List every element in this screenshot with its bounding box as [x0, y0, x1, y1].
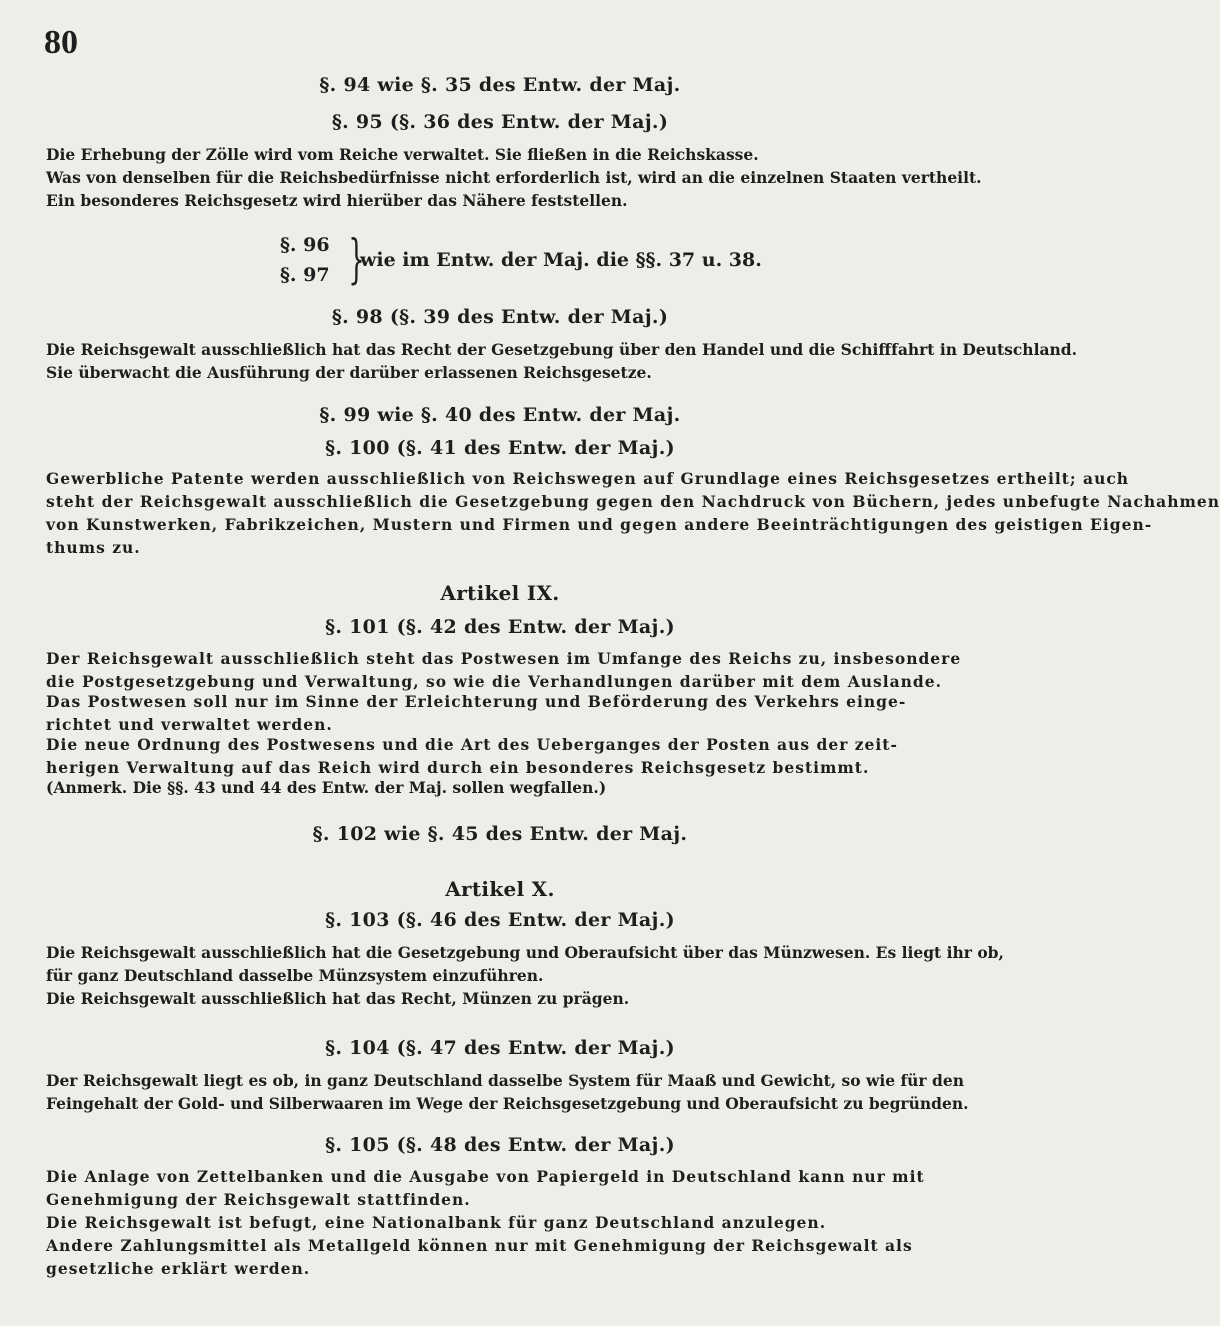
heading-par-99: §. 99 wie §. 40 des Entw. der Maj. [319, 404, 681, 426]
text-line: Die neue Ordnung des Postwesens und die Art des Ueberganges der Posten aus der zeit- [46, 735, 898, 754]
heading-par-105: §. 105 (§. 48 des Entw. der Maj.) [325, 1134, 675, 1156]
text-line: Die Erhebung der Zölle wird vom Reiche verwaltet. Sie fließen in die Reichskasse. [46, 145, 759, 164]
heading-par-100: §. 100 (§. 41 des Entw. der Maj.) [325, 437, 675, 459]
text-line: Der Reichsgewalt liegt es ob, in ganz Deutschland dasselbe System für Maaß und Gewicht, so wie für den [46, 1071, 964, 1090]
text-line: Die Reichsgewalt ausschließlich hat das Recht der Gesetzgebung über den Handel und die Schifffahrt in Deutschland. [46, 340, 1078, 359]
heading-par-95: §. 95 (§. 36 des Entw. der Maj.) [331, 111, 669, 133]
bracket-text: wie im Entw. der Maj. die §§. 37 u. 38. [360, 249, 762, 271]
heading-par-98: §. 98 (§. 39 des Entw. der Maj.) [331, 306, 669, 328]
text-line: von Kunstwerken, Fabrikzeichen, Mustern und Firmen und gegen andere Beeinträchtigungen des geistigen Eigen- [46, 515, 1153, 534]
heading-par-104: §. 104 (§. 47 des Entw. der Maj.) [325, 1037, 675, 1059]
heading-par-101: §. 101 (§. 42 des Entw. der Maj.) [325, 616, 675, 638]
text-line: Die Anlage von Zettelbanken und die Ausgabe von Papiergeld in Deutschland kann nur mit [46, 1167, 925, 1186]
text-line: richtet und verwaltet werden. [46, 715, 333, 734]
paragraph-101a [46, 647, 962, 693]
par-96-label: §. 96 [280, 234, 330, 256]
text-line: thums zu. [46, 538, 141, 557]
paragraph-100 [46, 467, 1220, 559]
paragraph-95 [46, 143, 982, 212]
article-x-heading: Artikel X. [445, 877, 555, 901]
text-line: herigen Verwaltung auf das Reich wird durch ein besonderes Reichsgesetz bestimmt. [46, 758, 870, 777]
text-line: Die Reichsgewalt ausschließlich hat das Recht, Münzen zu prägen. [46, 989, 630, 1008]
heading-par-94: §. 94 wie §. 35 des Entw. der Maj. [319, 74, 681, 96]
bracket-par-96-97 [270, 232, 770, 292]
heading-par-103: §. 103 (§. 46 des Entw. der Maj.) [325, 909, 675, 931]
page-number: 80 [44, 24, 78, 61]
text-line: Das Postwesen soll nur im Sinne der Erleichterung und Beförderung des Verkehrs einge- [46, 692, 907, 711]
text-line: Die Reichsgewalt ist befugt, eine Nationalbank für ganz Deutschland anzulegen. [46, 1213, 827, 1232]
text-line: Andere Zahlungsmittel als Metallgeld können nur mit Genehmigung der Reichsgewalt als [46, 1236, 913, 1255]
heading-par-102: §. 102 wie §. 45 des Entw. der Maj. [312, 823, 688, 845]
text-line: Gewerbliche Patente werden ausschließlich von Reichswegen auf Grundlage eines Reichsgesetzes ertheilt; auch [46, 469, 1130, 488]
text-line: Sie überwacht die Ausführung der darüber erlassenen Reichsgesetze. [46, 363, 652, 382]
paragraph-103 [46, 941, 1004, 1010]
paragraph-101c [46, 733, 958, 779]
text-line: Die Reichsgewalt ausschließlich hat die Gesetzgebung und Oberaufsicht über das Münzwesen. Es liegt ihr ob, [46, 943, 1004, 962]
curly-brace: } [348, 230, 365, 290]
text-line: (Anmerk. Die §§. 43 und 44 des Entw. der Maj. sollen wegfallen.) [46, 778, 607, 797]
par-97-label: §. 97 [280, 264, 330, 286]
text-line spaced: Feingehalt der Gold- und Silberwaaren im Wege der Reichsgesetzgebung und Oberaufsicht zu begründen. [46, 1094, 969, 1113]
paragraph-98 [46, 338, 1078, 384]
paragraph-101b [46, 690, 958, 736]
annotation-note [46, 776, 958, 799]
text-line: Ein besonderes Reichsgesetz wird hierüber das Nähere feststellen. [46, 191, 628, 210]
article-ix-heading: Artikel IX. [440, 581, 560, 605]
text-line: Der Reichsgewalt ausschließlich steht das Postwesen im Umfange des Reichs zu, insbesondere [46, 649, 962, 668]
text-line: die Postgesetzgebung und Verwaltung, so wie die Verhandlungen darüber mit dem Auslande. [46, 672, 943, 691]
text-line: für ganz Deutschland dasselbe Münzsystem einzuführen. [46, 966, 544, 985]
paragraph-104 [46, 1069, 969, 1115]
text-line: Genehmigung der Reichsgewalt stattfinden. [46, 1190, 471, 1209]
text-line: gesetzliche erklärt werden. [46, 1259, 311, 1278]
paragraph-105 [46, 1165, 958, 1280]
text-line: Was von denselben für die Reichsbedürfnisse nicht erforderlich ist, wird an die einzelnen Staaten vertheilt. [46, 168, 982, 187]
text-line: steht der Reichsgewalt ausschließlich die Gesetzgebung gegen den Nachdruck von Büchern, jedes unbefugte Nachahmen [46, 492, 1220, 511]
